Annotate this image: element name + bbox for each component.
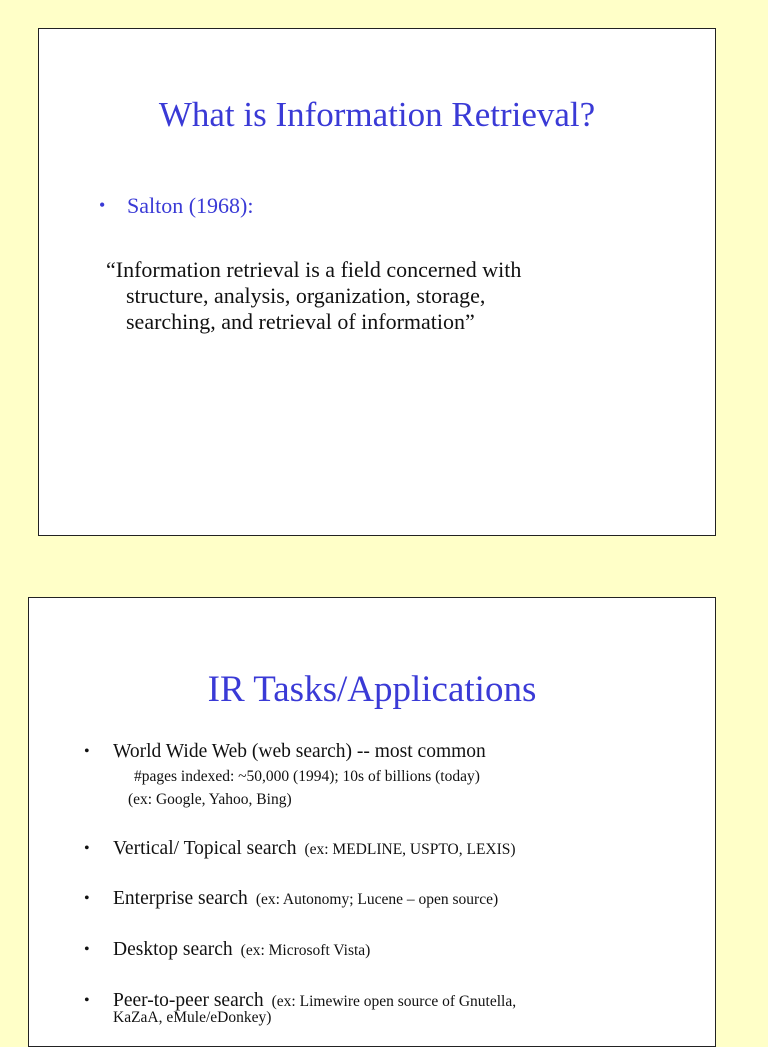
task-example: (ex: Limewire open source of Gnutella, xyxy=(271,993,517,1010)
task-label: World Wide Web (web search) -- most common xyxy=(113,741,486,762)
task-enterprise-search xyxy=(84,888,498,910)
salton-quote xyxy=(106,257,666,335)
bullet-text: Salton (1968): xyxy=(127,193,254,218)
task-label: Peer-to-peer search xyxy=(113,990,264,1011)
task-subline: (ex: Google, Yahoo, Bing) xyxy=(128,791,292,808)
quote-line: “Information retrieval is a field concerned with xyxy=(106,257,522,282)
slide1-title: What is Information Retrieval? xyxy=(158,95,596,134)
task-example: (ex: MEDLINE, USPTO, LEXIS) xyxy=(304,841,516,858)
task-subline: #pages indexed: ~50,000 (1994); 10s of billions (today) xyxy=(134,768,480,785)
bullet-dot: • xyxy=(84,890,90,907)
task-vertical-search xyxy=(84,838,516,860)
task-label: Enterprise search xyxy=(113,888,248,909)
task-desktop-search xyxy=(84,939,370,961)
task-web-search xyxy=(84,741,486,763)
slide-ir-tasks xyxy=(28,597,716,1047)
bullet-dot: • xyxy=(84,941,90,958)
bullet-dot: • xyxy=(84,992,90,1009)
task-example: (ex: Microsoft Vista) xyxy=(240,942,371,959)
bullet-dot: • xyxy=(99,195,106,215)
task-label: Vertical/ Topical search xyxy=(113,838,297,859)
slide2-title: IR Tasks/Applications xyxy=(207,669,537,710)
task-example: (ex: Autonomy; Lucene – open source) xyxy=(255,891,499,908)
quote-line: structure, analysis, organization, storage, xyxy=(126,283,486,308)
bullet-dot: • xyxy=(84,840,90,857)
task-label: Desktop search xyxy=(113,939,233,960)
slide1-bullet xyxy=(99,193,254,219)
quote-line: searching, and retrieval of information” xyxy=(126,309,475,334)
slide-what-is-ir xyxy=(38,28,716,536)
task-subline: KaZaA, eMule/eDonkey) xyxy=(113,1009,272,1026)
bullet-dot: • xyxy=(84,743,90,760)
